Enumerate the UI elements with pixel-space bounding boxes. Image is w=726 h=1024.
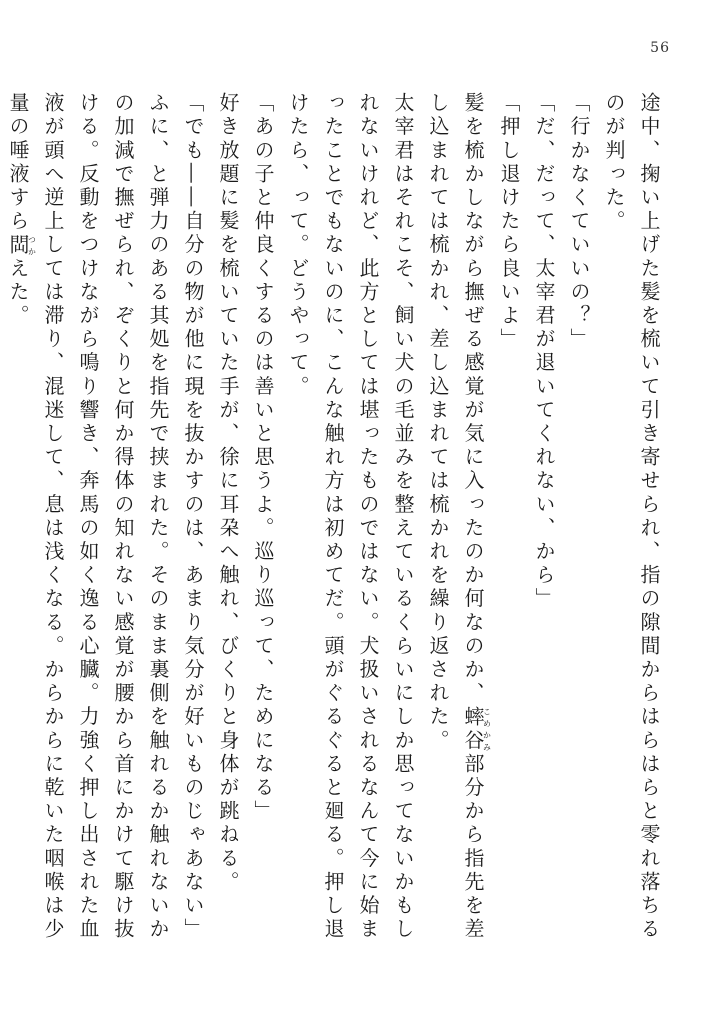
- vertical-text-body: [6, 92, 666, 962]
- dialogue-line-4: 「あの子と仲良くするのは善いと思うよ。巡り巡って、ためになる」: [251, 92, 275, 824]
- ruby-tsuka-base: 閊: [6, 233, 30, 258]
- dialogue-line-5: 「でも――自分の物が他に現を抜かすのは、あまり気分が好いものじゃあない」: [181, 92, 205, 942]
- paragraph-4: 好き放題に髪を梳いていた手が、徐に耳朶へ触れ、びくりと身体が跳ねる。: [216, 92, 240, 895]
- ruby-komekami: [461, 705, 492, 753]
- dialogue-line-3: 「押し退けたら良いよ」: [497, 92, 521, 352]
- paragraph-3: 太宰君はそれこそ、飼い犬の毛並みを整えているくらいにしか思ってないかもしれないけれど、此方としては堪ったものではない。犬扱いされるなんて今に始まったことでもないのに、こんな触れ方は初めてだ。頭がぐるぐると廻る。押し退けたら、って。どうやって。: [286, 92, 415, 942]
- dialogue-line-1: 「行かなくていいの？」: [567, 92, 591, 352]
- ruby-tsuka: [6, 233, 37, 258]
- ruby-komekami-reading: こめかみ: [482, 705, 492, 753]
- paragraph-2-after: 部分から指先を差し込まれては梳かれ、差し込まれては梳かれを繰り返された。: [426, 92, 485, 942]
- ruby-komekami-base: 蟀谷: [461, 705, 485, 753]
- paragraph-2: [420, 92, 491, 962]
- ruby-tsuka-reading: つか: [27, 233, 37, 258]
- paragraph-2-before: 髪を梳かしながら撫ぜる感覚が気に入ったのか何なのか、: [461, 92, 485, 706]
- paragraph-5: [0, 92, 175, 962]
- paragraph-5-after: えた。: [6, 257, 30, 329]
- page-number: 56: [650, 40, 670, 56]
- paragraph-5-body: ふに、と弾力のある其処を指先で挟まれた。そのまま裏側を触れるか触れないかの加減で撫ぜられ、ぞくりと何か得体の知れない感覚が腰から首にかけて駆け抜ける。反動をつけながら鳴り響き、奔馬の如く逸る心臓。力強く押し出された血液が頭へ逆上しては滞り、混迷して、息は浅くなる。からからに乾いた咽喉は少量の唾液すら: [6, 92, 170, 942]
- paragraph-1: 途中、掬い上げた髪を梳いて引き寄せられ、指の隙間からはらはらと零れ落ちるのが判った。: [602, 92, 661, 942]
- dialogue-line-2: 「だ、だって、太宰君が退いてくれない、から」: [532, 92, 556, 612]
